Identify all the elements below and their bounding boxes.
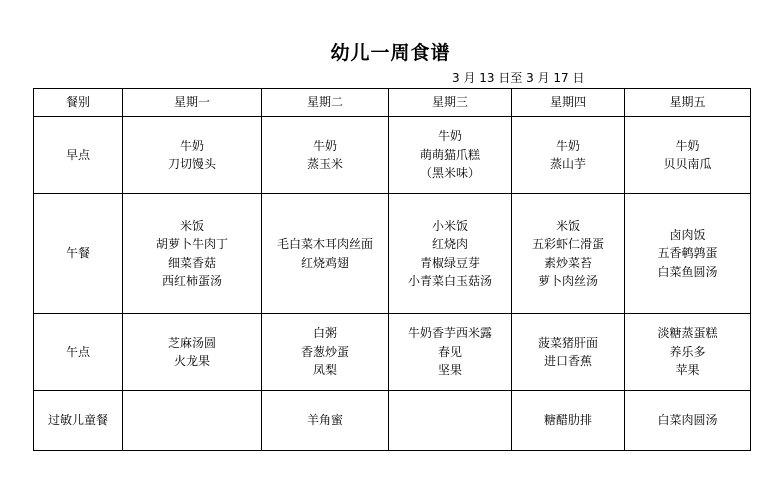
dish: 五彩虾仁滑蛋 (531, 237, 604, 251)
table-row-lunch (34, 194, 751, 314)
dish: 蒸玉米 (306, 157, 343, 171)
meal-label: 早点 (34, 117, 123, 194)
header-day-wednesday: 星期三 (389, 89, 512, 117)
menu-cell (389, 117, 512, 194)
dish: 小青菜白玉菇汤 (407, 274, 492, 288)
dish: 香葱炒蛋 (300, 344, 349, 359)
dish: 米饭 (179, 218, 204, 233)
dish: 糖醋肋排 (543, 413, 592, 428)
table-row-afternoon-snack (34, 314, 751, 391)
dish: 米饭 (555, 218, 580, 233)
meal-label: 午餐 (34, 194, 123, 314)
dish: 进口香蕉 (543, 354, 592, 368)
table-row-breakfast (34, 117, 751, 194)
dish: 青椒绿豆芽 (419, 255, 480, 270)
dish: 羊角蜜 (306, 413, 343, 428)
header-day-tuesday: 星期二 (262, 89, 389, 117)
menu-cell (389, 194, 512, 314)
menu-cell (262, 391, 389, 451)
dish: 凤梨 (312, 363, 337, 378)
menu-cell (389, 314, 512, 391)
dish: 白菜肉圆汤 (657, 413, 718, 428)
menu-cell (123, 314, 262, 391)
dish: 贝贝南瓜 (663, 157, 712, 171)
dish: 白粥 (312, 326, 337, 341)
dish: 胡萝卜牛肉丁 (155, 237, 228, 251)
header-day-friday: 星期五 (625, 89, 751, 117)
dish: 红烧鸡翅 (300, 255, 349, 270)
dish: 牛奶香芋西米露 (407, 326, 492, 341)
menu-cell (262, 117, 389, 194)
menu-cell (512, 194, 625, 314)
dish: 淡糖蒸蛋糕 (657, 326, 718, 341)
dish: 火龙果 (173, 354, 210, 368)
dish: 坚果 (437, 363, 462, 378)
header-day-monday: 星期一 (123, 89, 262, 117)
dish: 萝卜肉丝汤 (537, 274, 598, 288)
dish: 萌萌猫爪糕 (419, 147, 480, 162)
dish: 养乐多 (669, 344, 706, 359)
meal-label: 午点 (34, 314, 123, 391)
dish: 素炒菜苔 (543, 255, 592, 270)
dish: 卤肉饭 (669, 227, 706, 242)
dish: 白菜鱼圆汤 (657, 264, 718, 279)
menu-cell-empty (123, 391, 262, 451)
meal-label: 过敏儿童餐 (34, 391, 123, 451)
weekly-menu-table (33, 88, 751, 451)
dish: 小米饭 (431, 218, 468, 233)
menu-cell (262, 194, 389, 314)
dish: 菠菜猪肝面 (537, 335, 598, 350)
table-header-row (34, 89, 751, 117)
dish: 红烧肉 (431, 237, 468, 251)
menu-cell (123, 194, 262, 314)
date-range: 3 月 13 日至 3 月 17 日 (452, 71, 585, 85)
dish: 刀切馒头 (167, 157, 216, 171)
menu-cell (123, 117, 262, 194)
header-day-thursday: 星期四 (512, 89, 625, 117)
dish: 细菜香菇 (167, 255, 216, 270)
dish: 牛奶 (555, 138, 580, 153)
dish: 牛奶 (179, 138, 204, 153)
menu-cell (512, 391, 625, 451)
dish: 牛奶 (675, 138, 700, 153)
menu-cell (625, 391, 751, 451)
dish: 苹果 (675, 363, 700, 378)
menu-cell (262, 314, 389, 391)
dish: 牛奶 (437, 129, 462, 144)
dish: 毛白菜木耳肉丝面 (276, 237, 373, 251)
dish: 芝麻汤圆 (167, 335, 216, 350)
menu-cell (625, 117, 751, 194)
menu-cell (512, 117, 625, 194)
page-title: 幼儿一周食谱 (330, 42, 451, 64)
dish: 蒸山芋 (549, 157, 586, 171)
menu-cell (625, 314, 751, 391)
dish: 西红柿蛋汤 (161, 274, 222, 288)
dish: 牛奶 (312, 138, 337, 153)
dish: 五香鹌鹑蛋 (657, 246, 718, 261)
menu-cell-empty (389, 391, 512, 451)
dish: 春见 (437, 344, 462, 359)
menu-cell (512, 314, 625, 391)
dish-note: （黑米味） (419, 166, 480, 181)
table-row-allergy-meal (34, 391, 751, 451)
header-meal: 餐别 (34, 89, 123, 117)
menu-cell (625, 194, 751, 314)
